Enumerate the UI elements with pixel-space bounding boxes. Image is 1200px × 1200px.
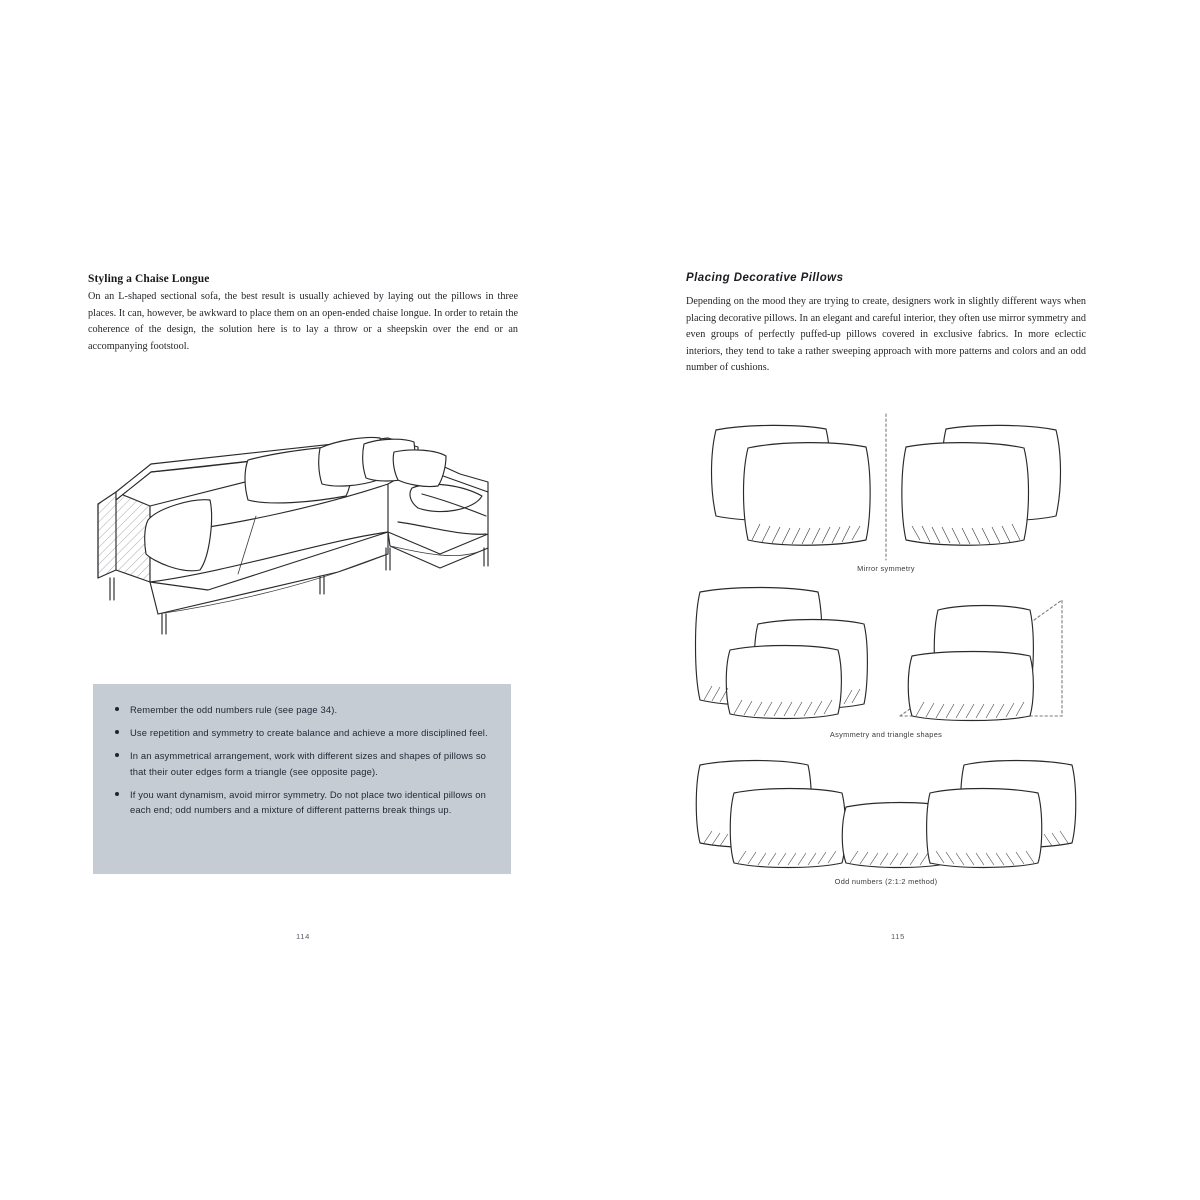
bullet-dot-icon (115, 753, 119, 757)
tip-text: Remember the odd numbers rule (see page 34). (130, 704, 338, 715)
section-title: Placing Decorative Pillows (686, 272, 844, 284)
diagram-caption: Mirror symmetry (857, 564, 915, 573)
page-number-left: 114 (296, 932, 310, 941)
tips-list (93, 684, 511, 817)
tip-text: Use repetition and symmetry to create balance and achieve a more disciplined feel. (130, 727, 488, 739)
right-page-body-text: Depending on the mood they are trying to create, designers work in slightly different ways when placing decorative pillows. In an elegant and careful interior, they often use mirror symmetry and even groups of perfectly puffed-up pillows covered in exclusive fabrics. In more eclectic interiors, they tend to take a rather sweeping approach with more patterns and colors and an odd number of cushions. (686, 296, 1086, 374)
pillow-diagrams (686, 412, 1086, 922)
asymmetry-triangle-diagram (686, 582, 1086, 739)
page-title: Styling a Chaise Longue (88, 273, 210, 285)
right-page (686, 272, 1086, 962)
left-page (88, 272, 518, 962)
bullet-dot-icon (115, 730, 119, 734)
diagram-caption: Asymmetry and triangle shapes (829, 730, 943, 739)
mirror-symmetry-diagram (686, 412, 1086, 573)
page-number-right: 115 (891, 932, 905, 941)
list-item (115, 787, 489, 817)
tips-callout-box (93, 684, 511, 874)
list-item (115, 725, 489, 740)
tip-text: In an asymmetrical arrangement, work with different sizes and shapes of pillows so that their outer edges form a triangle (see opposite page). (130, 750, 487, 777)
list-item (115, 748, 489, 778)
sofa-illustration (88, 422, 518, 652)
diagram-caption: Odd numbers (2:1:2 method) (834, 877, 938, 886)
left-page-body-text: On an L-shaped sectional sofa, the best result is usually achieved by laying out the pillows in three places. It can, however, be awkward to place them on an open-ended chaise longue. In order to retain the coherence of the design, the solution here is to lay a throw or a sheepskin over the end or an accompanying footstool. (88, 291, 518, 352)
bullet-dot-icon (115, 707, 119, 711)
list-item (115, 702, 489, 717)
tip-text: If you want dynamism, avoid mirror symmetry. Do not place two identical pillows on each end; odd numbers and a mixture of different patterns break things up. (130, 788, 487, 816)
bullet-dot-icon (115, 792, 119, 796)
odd-numbers-diagram (686, 757, 1086, 886)
